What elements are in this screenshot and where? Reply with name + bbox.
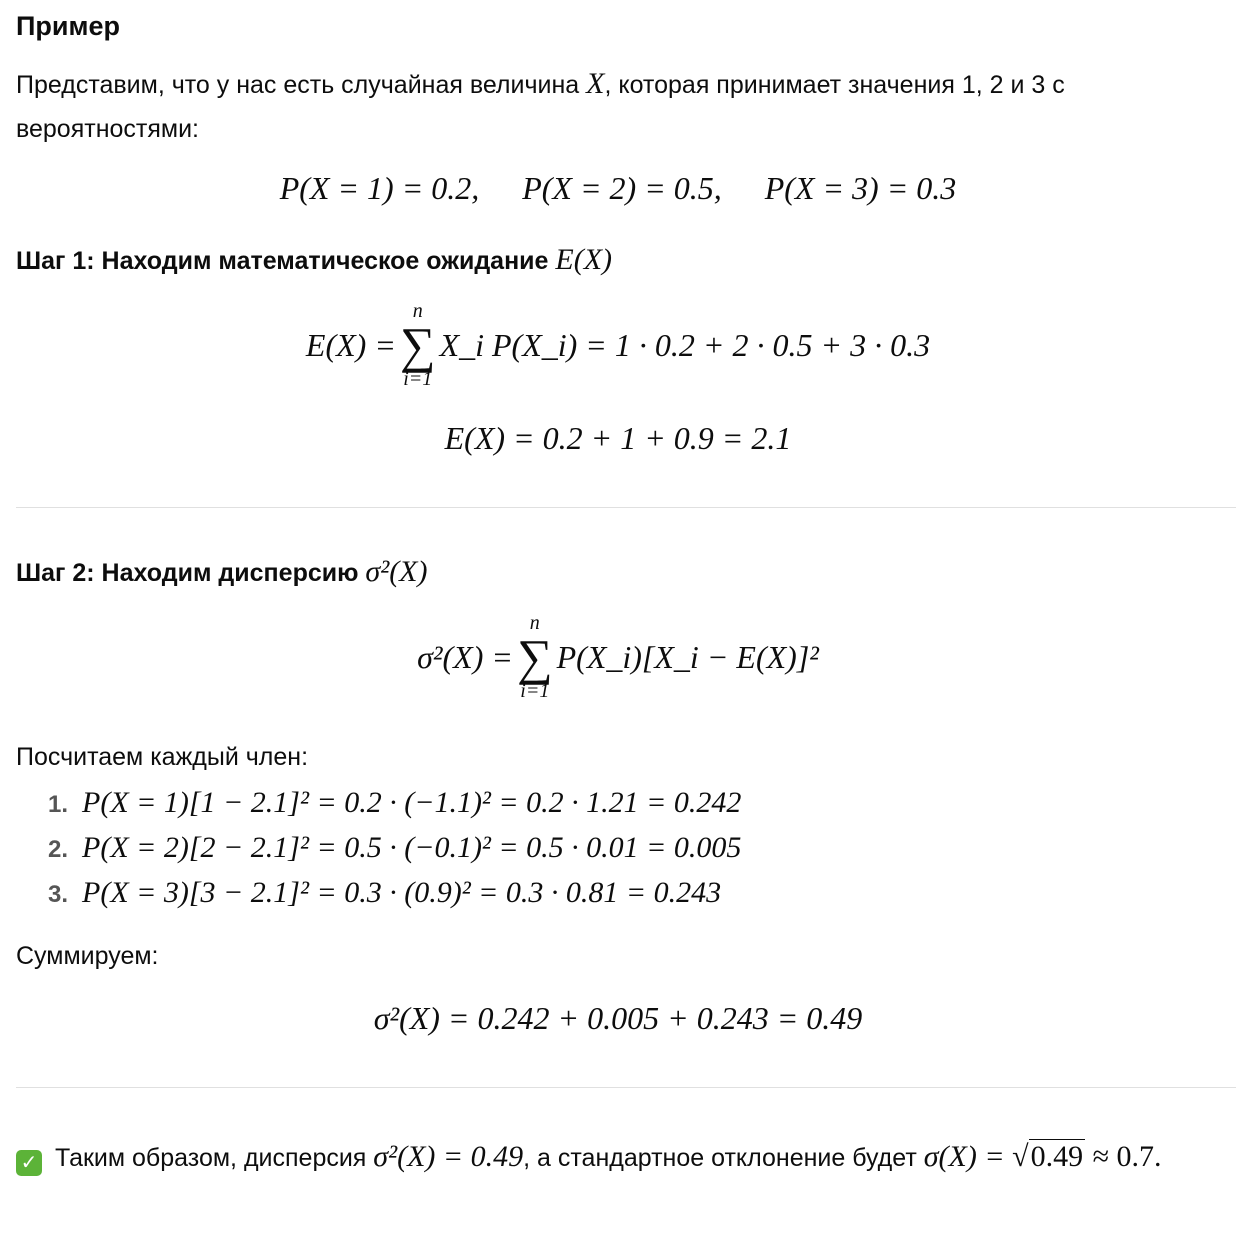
expectation-result-text: E(X) = 0.2 + 1 + 0.9 = 2.1: [444, 420, 792, 456]
intro-text-before: Представим, что у нас есть случайная величина: [16, 71, 587, 99]
variance-sum-formula: [0, 1000, 1236, 1037]
summation-symbol: n ∑ i=1: [516, 612, 553, 702]
probability-2: P(X = 2) = 0.5,: [522, 170, 722, 206]
step1-math: E(X): [555, 243, 613, 276]
terms-label: Посчитаем каждый член:: [16, 743, 309, 771]
sum-upper-limit: n: [412, 300, 423, 322]
term-expression: P(X = 3)[3 − 2.1]² = 0.3 · (0.9)² = 0.3 · 0.81 = 0.243: [82, 876, 722, 909]
summation-symbol: n ∑ i=1: [399, 300, 436, 390]
sum-label: Суммируем:: [16, 942, 159, 970]
sum-upper-limit: n: [529, 612, 540, 634]
variance-rhs: P(X_i)[X_i − E(X)]²: [556, 638, 819, 675]
probability-3: P(X = 3) = 0.3: [764, 170, 957, 206]
conclusion-variance: σ²(X) = 0.49: [373, 1140, 524, 1173]
list-item: [16, 876, 741, 921]
conclusion-middle: , а стандартное отклонение будет: [523, 1144, 924, 1172]
conclusion-before: Таким образом, дисперсия: [48, 1144, 374, 1172]
term-expression: P(X = 2)[2 − 2.1]² = 0.5 · (−0.1)² = 0.5 · 0.01 = 0.005: [82, 831, 742, 864]
variance-lhs: σ²(X) =: [417, 638, 513, 675]
square-root: √0.49: [1012, 1140, 1084, 1173]
list-number: 3.: [47, 881, 68, 908]
step2-title: Шаг 2: Находим дисперсию: [16, 559, 366, 587]
expectation-result: [0, 420, 1236, 457]
list-item: [16, 786, 741, 831]
check-mark-icon: ✓: [16, 1150, 42, 1176]
terms-list: [16, 786, 741, 921]
conclusion-approx: ≈ 0.7.: [1085, 1140, 1162, 1173]
intro-variable: X: [586, 67, 605, 100]
intro-text-after: , которая принимает значения 1, 2 и 3 с вероятностями:: [16, 71, 1065, 143]
conclusion-paragraph: [16, 1134, 1221, 1181]
list-item: [16, 831, 741, 876]
variance-formula: [0, 612, 1236, 702]
sqrt-argument: 0.49: [1030, 1140, 1084, 1173]
conclusion-std-lhs: σ(X) =: [923, 1140, 1013, 1173]
section-heading: Пример: [16, 11, 120, 41]
probability-1: P(X = 1) = 0.2,: [279, 170, 480, 206]
step1-title: Шаг 1: Находим математическое ожидание: [16, 247, 556, 275]
term-expression: P(X = 1)[1 − 2.1]² = 0.2 · (−1.1)² = 0.2 · 1.21 = 0.242: [82, 786, 742, 819]
expectation-rhs: X_i P(X_i) = 1 · 0.2 + 2 · 0.5 + 3 · 0.3: [439, 326, 931, 363]
list-number: 2.: [47, 836, 68, 863]
step1-heading: [16, 240, 612, 281]
divider: [16, 507, 1236, 508]
step2-heading: [16, 552, 428, 593]
sum-lower-limit: i=1: [520, 680, 550, 702]
expectation-formula: [0, 300, 1236, 390]
expectation-lhs: E(X) =: [305, 326, 396, 363]
sum-lower-limit: i=1: [403, 368, 433, 390]
step2-math: σ²(X): [365, 555, 428, 588]
intro-paragraph: [16, 62, 1216, 151]
list-number: 1.: [47, 791, 68, 818]
variance-sum-text: σ²(X) = 0.242 + 0.005 + 0.243 = 0.49: [373, 1000, 863, 1036]
divider: [16, 1087, 1236, 1088]
probabilities-formula: [0, 170, 1236, 207]
